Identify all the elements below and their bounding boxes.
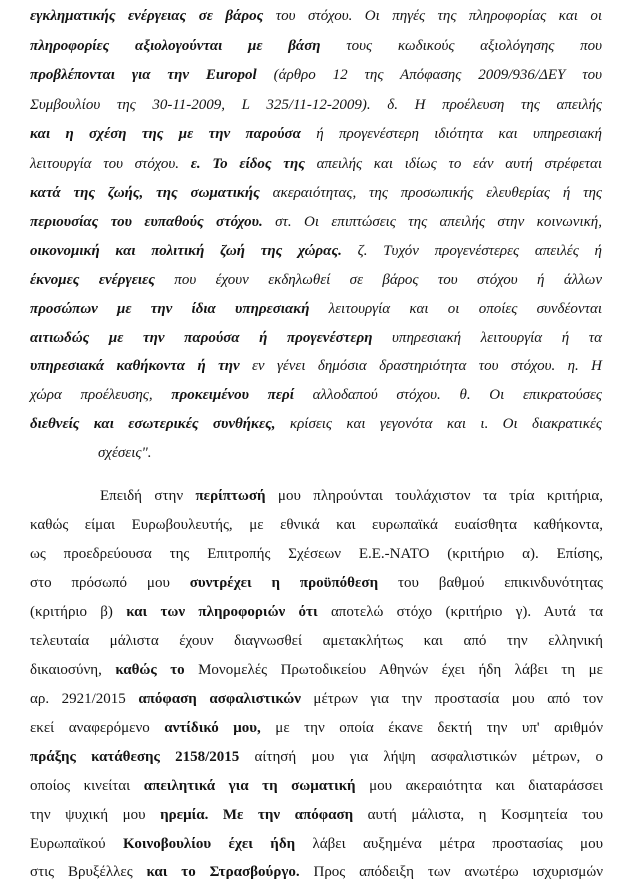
- body-line-4: [30, 574, 603, 592]
- quote-text-run: κρίσεις και γεγονότα και ι. Οι διακρατικές: [275, 416, 602, 432]
- quote-line-16: [98, 444, 152, 462]
- body-text-run: πράξης κατάθεσης 2158/2015: [30, 749, 255, 765]
- body-text-run: περίπτωσή: [195, 488, 266, 504]
- quote-line-13: [30, 357, 602, 375]
- quote-text-run: Συμβουλίου της 30-11-2009, L 325/11-12-2009). δ. Η προέλευση της απειλής: [30, 97, 602, 113]
- body-text-run: συντρέχει η προϋπόθεση: [189, 575, 379, 591]
- quote-line-11: [30, 300, 602, 318]
- quote-line-8: [30, 213, 602, 231]
- body-text-run: αίτησή: [254, 749, 297, 765]
- quote-text-run: αλλοδαπού στόχου. θ. Οι επικρατούσες: [293, 387, 602, 403]
- quote-text-run: λειτουργία και οι οποίες συνδέονται: [309, 301, 602, 317]
- body-text-run: απειλητικά για τη σωματική: [143, 778, 356, 794]
- body-text-run: λάβει αυξημένα μέτρα προστασίας μου: [295, 836, 604, 852]
- body-line-5: [30, 603, 603, 621]
- quote-text-run: σχέσεις".: [98, 445, 152, 461]
- body-line-12: [30, 806, 603, 824]
- body-text-run: δικαιοσύνη,: [30, 662, 116, 678]
- quote-line-1: [30, 7, 602, 25]
- quote-line-9: [30, 242, 602, 260]
- body-line-9: [30, 719, 603, 737]
- quote-line-4: [30, 96, 602, 114]
- body-line-6: [30, 632, 603, 650]
- body-line-10: [30, 748, 603, 766]
- quote-text-run: του στόχου. Οι πηγές της πληροφορίας και οι: [263, 8, 602, 24]
- body-text-run: και το Στρασβούργο.: [146, 864, 300, 880]
- quote-line-6: [30, 155, 602, 173]
- body-line-11: [30, 777, 603, 795]
- quote-text-run: χώρα προέλευσης,: [30, 387, 172, 403]
- body-text-run: εκεί αναφερόμενο: [30, 720, 165, 736]
- body-line-2: [30, 516, 603, 534]
- body-text-run: στο πρόσωπό μου: [30, 575, 190, 591]
- quote-text-run: που έχουν εκδηλωθεί σε βάρος του στόχου ή άλλων: [154, 272, 603, 288]
- quote-line-12: [30, 329, 602, 347]
- quote-text-run: και η σχέση της με την παρούσα: [30, 126, 301, 142]
- body-text-run: Επειδή στην: [100, 488, 196, 504]
- quote-text-run: αιτιωδώς με την παρούσα ή προγενέστερη: [30, 330, 373, 346]
- body-text-run: αρ. 2921/2015: [30, 691, 139, 707]
- quote-text-run: προβλέπονται για την Europol: [30, 67, 257, 83]
- body-text-run: ηρεμία. Με την απόφαση: [160, 807, 354, 823]
- body-text-run: καθώς είμαι Ευρωβουλευτής, με εθνικά και ευρωπαϊκά ευαίσθητα καθήκοντα,: [30, 517, 603, 533]
- body-text-run: αυτή μάλιστα, η Κοσμητεία του: [353, 807, 603, 823]
- quote-line-3: [30, 66, 602, 84]
- body-text-run: μέτρων για την προστασία μου από τον: [300, 691, 603, 707]
- quote-text-run: έκνομες ενέργειες: [30, 272, 155, 288]
- body-text-run: οποίος κινείται: [30, 778, 144, 794]
- body-text-run: καθώς το: [115, 662, 185, 678]
- body-line-8: [30, 690, 603, 708]
- quote-text-run: προκειμένου περί: [171, 387, 294, 403]
- body-line-13: [30, 835, 603, 853]
- body-text-run: αντίδικό μου,: [164, 720, 261, 736]
- body-text-run: του βαθμού επικινδυνότητας: [378, 575, 603, 591]
- quote-line-10: [30, 271, 602, 289]
- quote-text-run: απειλής και ιδίως το εάν αυτή στρέφεται: [304, 156, 602, 172]
- body-text-run: μου πληρούνται τουλάχιστον τα τρία κριτήρια,: [265, 488, 603, 504]
- quote-text-run: προσώπων με την ίδια υπηρεσιακή: [30, 301, 310, 317]
- quote-text-run: υπηρεσιακή λειτουργία ή τα: [372, 330, 602, 346]
- body-text-run: Προς απόδειξη των ανωτέρω ισχυρισμών: [299, 864, 603, 880]
- body-text-run: ως προεδρεύουσα της Επιτροπής Σχέσεων Ε.Ε.-ΝΑΤΟ (κριτήριο α). Επίσης,: [30, 546, 603, 562]
- quote-text-run: περιουσίας του ευπαθούς στόχου.: [30, 214, 263, 230]
- body-text-run: μου ακεραιότητα και διαταράσσει: [355, 778, 603, 794]
- quote-text-run: οικονομική και πολιτική ζωή της χώρας.: [30, 243, 342, 259]
- body-text-run: και των πληροφοριών ότι: [126, 604, 318, 620]
- quote-text-run: λειτουργία του στόχου.: [30, 156, 191, 172]
- quote-text-run: ζ. Τυχόν προγενέστερες απειλές ή: [341, 243, 602, 259]
- body-text-run: μου για λήψη ασφαλιστικών μέτρων, ο: [296, 749, 603, 765]
- body-text-run: Κοινοβουλίου έχει ήδη: [122, 836, 296, 852]
- quote-line-14: [30, 386, 602, 404]
- quote-text-run: (άρθρο 12 της Απόφασης 2009/936/ΔΕΥ του: [256, 67, 603, 83]
- quote-text-run: διεθνείς και εσωτερικές συνθήκες,: [30, 416, 276, 432]
- quote-text-run: κατά της ζωής, της σωματικής: [30, 185, 260, 201]
- quote-text-run: εγκληματικής ενέργειας σε βάρος: [30, 8, 264, 24]
- quote-line-2: [30, 37, 602, 55]
- body-text-run: Ευρωπαϊκού: [30, 836, 123, 852]
- body-text-run: Μονομελές Πρωτοδικείου Αθηνών έχει ήδη λάβει τη με: [184, 662, 603, 678]
- body-text-run: (κριτήριο β): [30, 604, 127, 620]
- quote-text-run: υπηρεσιακά καθήκοντα ή την: [30, 358, 240, 374]
- quote-line-7: [30, 184, 602, 202]
- body-text-run: στις Βρυξέλλες: [30, 864, 147, 880]
- quote-text-run: ακεραιότητας, της προσωπικής ελευθερίας ή της: [259, 185, 602, 201]
- body-line-7: [30, 661, 603, 679]
- body-text-run: με την οποία έκανε δεκτή την υπ' αριθμόν: [260, 720, 603, 736]
- body-line-3: [30, 545, 603, 563]
- body-text-run: τελευταία μάλιστα έχουν διαγνωσθεί αμετακλήτως και από την ελληνική: [30, 633, 603, 649]
- quote-line-15: [30, 415, 602, 433]
- quote-text-run: στ. Οι επιπτώσεις της απειλής στην κοινωνική,: [262, 214, 602, 230]
- quote-text-run: ε. Το είδος της: [190, 156, 305, 172]
- body-text-run: την ψυχική μου: [30, 807, 161, 823]
- quote-text-run: εν γένει δημόσια δραστηριότητα του στόχου. η. Η: [239, 358, 603, 374]
- body-line-14: [30, 863, 603, 881]
- body-text-run: αποτελώ στόχο (κριτήριο γ). Αυτά τα: [317, 604, 603, 620]
- quote-line-5: [30, 125, 602, 143]
- quote-text-run: πληροφορίες αξιολογούνται με βάση: [30, 38, 321, 54]
- body-line-1: [100, 487, 603, 505]
- quote-text-run: τους κωδικούς αξιολόγησης που: [320, 38, 602, 54]
- quote-text-run: ή προγενέστερη ιδιότητα και υπηρεσιακή: [300, 126, 602, 142]
- body-text-run: απόφαση ασφαλιστικών: [138, 691, 301, 707]
